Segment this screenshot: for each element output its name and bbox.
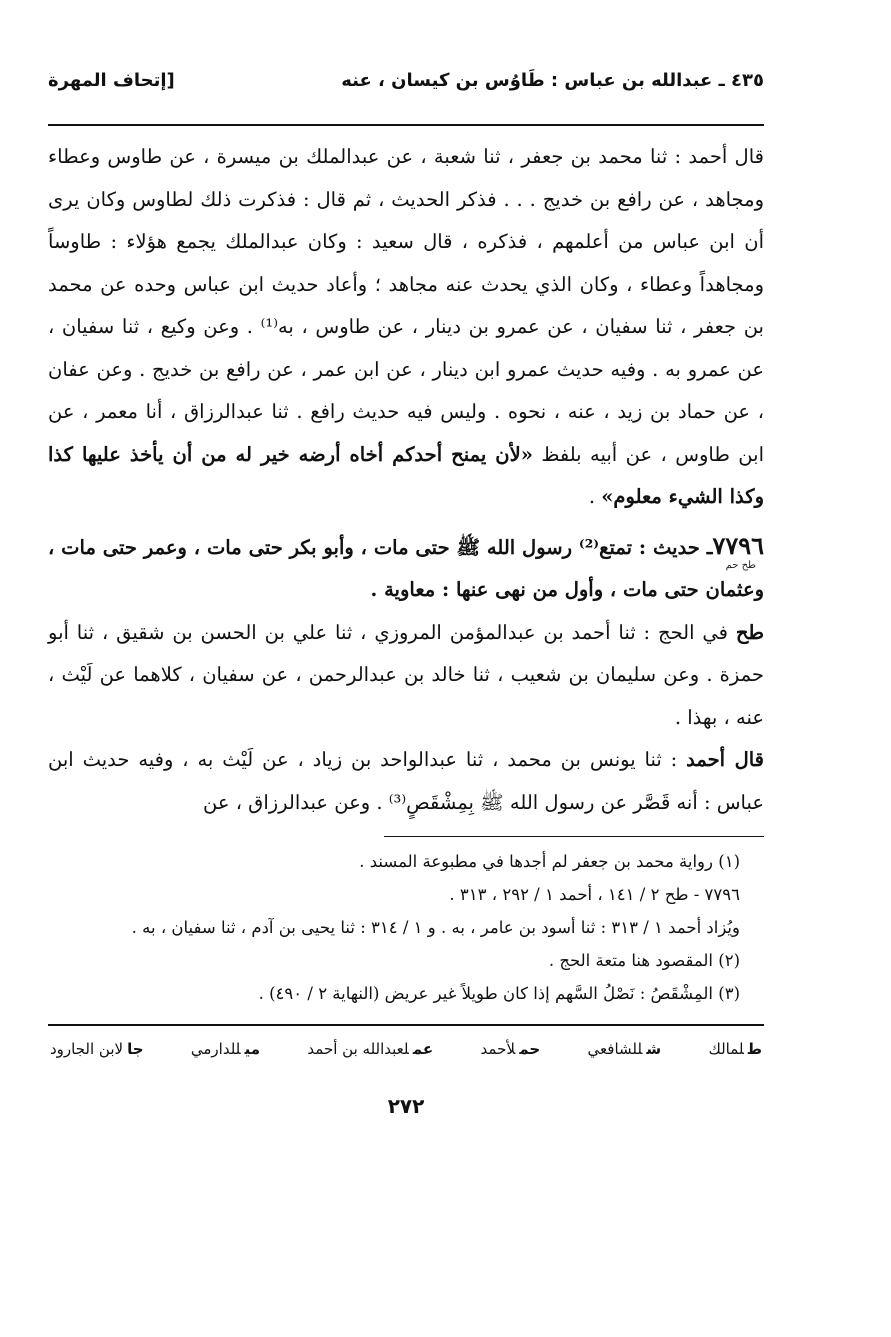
header-rule — [48, 124, 764, 126]
source-abbr: طح — [735, 620, 764, 644]
legend-item: طلمالك — [708, 1040, 762, 1058]
header-title: ٤٣٥ ـ عبدالله بن عباس : طَاوُس بن كيسان ، عنه — [341, 70, 764, 91]
footnotes — [48, 845, 764, 1010]
paragraph-ahmad — [48, 136, 764, 519]
legend-item: عملعبدالله بن أحمد — [307, 1040, 434, 1058]
hadith-label: ـ حديث : تمتع⁽²⁾ رسول الله ﷺ حتى مات ، وأبو بكر حتى مات ، وعمر حتى مات ، وعثمان حتى مات ، وأول من نهى عنها : معاوية . — [48, 535, 764, 601]
legend-item: ميللدارمي — [190, 1040, 261, 1058]
footnote-rule — [384, 836, 764, 837]
paragraph-text: في الحج : ثنا أحمد بن عبدالمؤمن المروزي ، ثنا علي بن الحسن بن شقيق ، ثنا أبو حمزة . وعن سليمان بن شعيب ، ثنا خالد بن عبدالرحمن ، عن سفيان ، كلاهما عن لَيْث ، عنه ، بهذا . — [48, 620, 764, 729]
paragraph-text: قال أحمد : ثنا محمد بن جعفر ، ثنا شعبة ، عن عبدالملك بن ميسرة ، عن طاوس وعطاء ومجاهد ، عن رافع بن خديج . . . فذكر الحديث ، ثم قال : فذكرت ذلك لطاوس وكان يرى أن ابن عباس من أعلمهم ، فذكره ، قال سعيد : وكان عبدالملك يجمع هؤلاء : طاوساً ومجاهداً وعطاء ، وكان الذي يحدث عنه مجاهد ؛ وأعاد حديث ابن عباس وحده عن محمد بن جعفر ، ثنا سفيان ، عن عمرو بن دينار ، عن طاوس ، به⁽¹⁾ . وعن وكيع ، ثنا سفيان ، عن عمرو به . وفيه حديث عمرو ابن دينار ، عن ابن عمر ، عن رافع بن خديج . وعن عفان ، عن حماد بن زيد ، عنه ، نحوه . وليس فيه حديث رافع . ثنا عبدالرزاق ، أنا معمر ، عن ابن طاوس ، عن أبيه بلفظ — [48, 145, 765, 466]
footnote: ٧٧٩٦ - طح ٢ / ١٤١ ، أحمد ١ / ٢٩٢ ، ٣١٣ . — [449, 885, 740, 904]
source-label: قال أحمد — [686, 748, 764, 771]
footnote: (١) رواية محمد بن جعفر لم أجدها في مطبوعة المسند . — [359, 852, 740, 871]
page — [48, 70, 764, 1118]
legend-item: شللشافعي — [587, 1040, 662, 1058]
source-side-note: طح حم — [725, 559, 756, 571]
abbreviation-legend — [48, 1040, 764, 1058]
running-header — [48, 70, 764, 110]
paragraph-ahmad-2 — [48, 739, 764, 824]
hadith-number: ٧٧٩٦ — [712, 530, 764, 560]
quoted-hadith-text: «لأن يمنح أحدكم أخاه أرضه خير له من أن يأخذ عليها كذا وكذا الشيء معلوم» — [48, 442, 764, 508]
hadith-text — [48, 525, 764, 612]
header-book-title: [إتحاف المهرة — [48, 70, 175, 91]
legend-rule — [48, 1024, 764, 1026]
legend-item: جالابن الجارود — [50, 1040, 144, 1058]
paragraph-text: : ثنا يونس بن محمد ، ثنا عبدالواحد بن زياد ، عن لَيْث به ، وفيه حديث ابن عباس : أنه قَصَّر عن رسول الله ﷺ بِمِشْقَصٍ⁽³⁾ . وعن عبدالرزاق ، عن — [48, 748, 764, 814]
footnote: (٣) المِشْقَصُ : نَصْلُ السَّهم إذا كان طويلاً غير عريض (النهاية ٢ / ٤٩٠) . — [258, 984, 740, 1003]
footnote: (٢) المقصود هنا متعة الحج . — [548, 951, 740, 970]
paragraph-end: . — [588, 485, 602, 508]
hadith-heading — [48, 525, 764, 612]
legend-item: حملأحمد — [480, 1040, 541, 1058]
page-number: ٢٧٢ — [387, 1094, 425, 1118]
paragraph-tahawi — [48, 612, 764, 740]
footnote: ويُزاد أحمد ١ / ٣١٣ : ثنا أسود بن عامر ، به . و ١ / ٣١٤ : ثنا يحيى بن آدم ، ثنا سفيان ، به . — [131, 918, 740, 937]
